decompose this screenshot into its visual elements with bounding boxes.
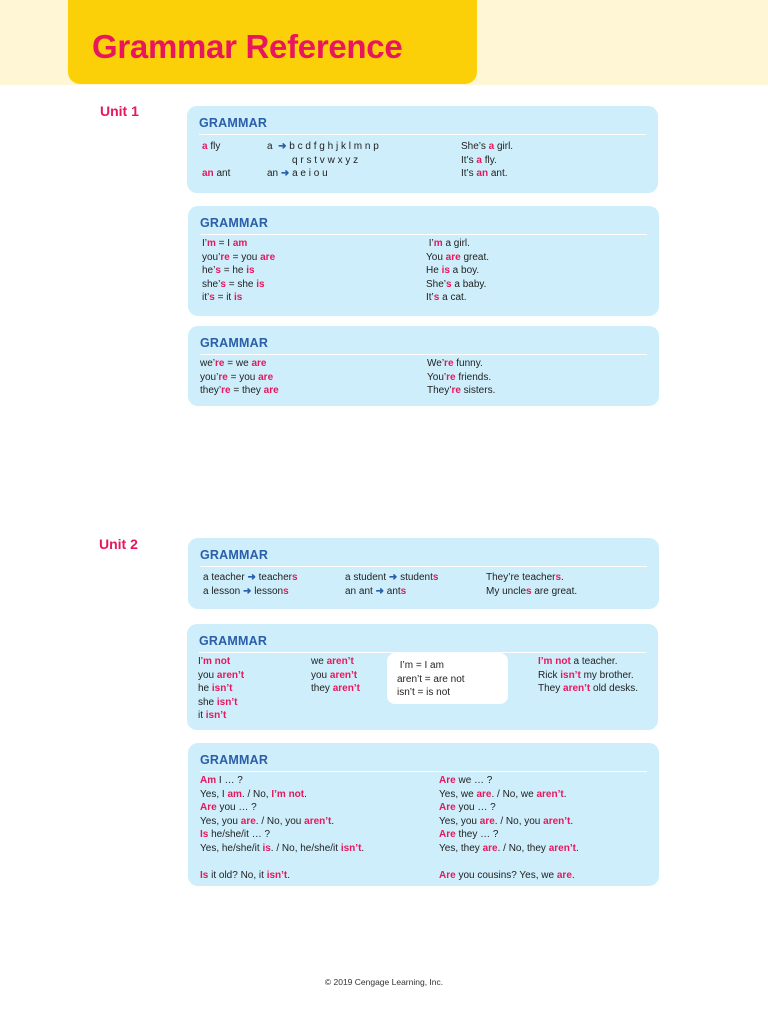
- text-segment: .: [304, 788, 307, 800]
- sentence-column: [427, 357, 495, 398]
- text-segment: he: [198, 683, 212, 694]
- text-line: [200, 869, 364, 883]
- text-segment: . / No, you: [255, 815, 305, 827]
- text-segment: She’: [426, 278, 447, 290]
- highlight-text: an: [476, 168, 489, 179]
- text-segment: lesson: [251, 585, 284, 597]
- text-segment: you cousins? Yes, we: [455, 869, 557, 881]
- text-segment: they: [311, 683, 333, 694]
- highlight-text: is: [262, 842, 271, 854]
- highlight-text: are: [556, 869, 572, 881]
- unit-1-label: Unit 1: [100, 103, 139, 119]
- text-segment: isn’t = is not: [397, 687, 451, 698]
- text-line: [311, 682, 360, 696]
- text-segment: . / No,: [241, 788, 272, 800]
- highlight-text: Is: [200, 829, 209, 840]
- text-segment: = we: [224, 358, 252, 369]
- highlight-text: are: [260, 251, 276, 263]
- text-segment: a: [267, 141, 279, 152]
- text-line: [345, 585, 438, 599]
- text-segment: You’: [427, 371, 447, 383]
- text-line: [426, 237, 489, 251]
- text-segment: girl.: [494, 141, 514, 152]
- sentence-column: [538, 655, 638, 696]
- text-segment: Yes, you: [200, 815, 241, 827]
- text-segment: she: [198, 696, 217, 708]
- text-segment: .: [570, 815, 574, 827]
- highlight-text: are: [476, 788, 492, 800]
- plural-column: [345, 571, 438, 598]
- text-segment: .: [563, 788, 567, 800]
- text-line: [198, 655, 244, 669]
- arrow-icon: ➜: [278, 141, 287, 152]
- question-column: [439, 774, 579, 882]
- highlight-text: s: [433, 292, 440, 303]
- text-segment: = you: [227, 371, 259, 383]
- text-line: [267, 140, 379, 154]
- text-line: [345, 571, 438, 585]
- text-segment: ant: [383, 585, 401, 597]
- text-segment: .: [561, 572, 564, 583]
- highlight-text: aren’t: [216, 669, 245, 681]
- highlight-text: m not: [203, 656, 231, 667]
- text-line: [200, 788, 364, 802]
- text-segment: are great.: [531, 585, 578, 597]
- text-line: [311, 669, 360, 683]
- question-column: [200, 774, 364, 882]
- text-segment: [439, 856, 442, 867]
- text-segment: b c d f g h j k l m n p: [286, 141, 379, 152]
- text-line: [202, 278, 275, 292]
- text-segment: fly.: [481, 154, 497, 166]
- text-segment: they’: [200, 385, 222, 396]
- text-line: [202, 264, 275, 278]
- highlight-text: s: [400, 585, 407, 597]
- text-segment: a lesson: [203, 585, 244, 597]
- grammar-header: GRAMMAR: [200, 336, 269, 350]
- highlight-text: is: [256, 278, 265, 290]
- text-line: [202, 237, 275, 251]
- text-line: [200, 801, 364, 815]
- arrow-icon: ➜: [388, 572, 398, 583]
- text-segment: teacher: [255, 572, 293, 583]
- highlight-text: re: [446, 371, 456, 383]
- text-line: [427, 384, 495, 398]
- text-line: [439, 774, 579, 788]
- text-segment: . / No, he/she/it: [270, 842, 341, 854]
- highlight-text: Are: [439, 869, 456, 881]
- text-segment: a student: [345, 572, 389, 583]
- highlight-text: a: [202, 141, 208, 152]
- text-line: [439, 869, 579, 883]
- text-segment: he’: [202, 265, 216, 276]
- text-segment: you’: [202, 251, 221, 263]
- text-segment: It’: [426, 292, 434, 303]
- arrow-icon: ➜: [375, 585, 384, 597]
- text-segment: .: [331, 815, 335, 827]
- text-segment: = I: [215, 238, 233, 249]
- text-segment: aren’t = are not: [397, 673, 465, 685]
- arrow-icon: ➜: [280, 168, 290, 179]
- highlight-text: s: [526, 585, 532, 597]
- text-segment: .: [571, 869, 575, 881]
- text-segment: . / No, you: [494, 815, 544, 827]
- highlight-text: s: [220, 278, 226, 290]
- text-segment: you … ?: [216, 802, 257, 813]
- text-segment: They’: [427, 385, 452, 396]
- text-line: [311, 655, 360, 669]
- text-line: [200, 828, 364, 842]
- text-segment: a teacher.: [570, 656, 618, 667]
- highlight-text: aren’t: [548, 842, 576, 854]
- text-segment: I … ?: [216, 775, 243, 786]
- highlight-text: Are: [200, 802, 217, 813]
- divider: [199, 134, 646, 135]
- text-segment: you: [311, 669, 330, 681]
- text-segment: q r s t v w x y z: [267, 154, 359, 166]
- example-column: [202, 140, 230, 181]
- text-line: [200, 357, 279, 371]
- text-segment: = you: [229, 251, 261, 263]
- highlight-text: is: [441, 265, 450, 276]
- highlight-text: s: [432, 572, 439, 583]
- grammar-box-be-plural: [188, 326, 659, 406]
- text-segment: you: [198, 669, 217, 681]
- highlight-text: s: [555, 572, 562, 583]
- text-segment: .: [361, 842, 365, 854]
- highlight-text: s: [446, 278, 452, 290]
- negative-column: [198, 655, 244, 723]
- text-segment: a girl.: [442, 238, 470, 249]
- highlight-text: am: [227, 788, 242, 800]
- text-segment: I’m = I am: [397, 660, 444, 671]
- highlight-text: I’m not: [538, 656, 571, 667]
- text-line: [267, 167, 379, 181]
- text-segment: an ant: [345, 585, 376, 597]
- text-segment: student: [397, 572, 433, 583]
- highlight-text: am: [232, 238, 248, 249]
- text-segment: we … ?: [455, 775, 493, 786]
- text-segment: . / No, we: [491, 788, 537, 800]
- text-segment: you … ?: [455, 802, 496, 813]
- text-segment: ant.: [488, 168, 508, 179]
- highlight-text: is: [246, 265, 255, 276]
- highlight-text: re: [221, 385, 231, 396]
- grammar-header: GRAMMAR: [200, 216, 269, 230]
- text-segment: My uncle: [486, 585, 527, 597]
- text-segment: .: [575, 842, 579, 854]
- highlight-text: is: [233, 292, 243, 303]
- divider: [200, 234, 647, 235]
- title-tab: [68, 0, 477, 84]
- highlight-text: aren’t: [536, 788, 564, 800]
- text-line: [203, 585, 298, 599]
- text-line: [200, 855, 364, 869]
- text-segment: it old? No, it: [208, 869, 267, 881]
- text-segment: Yes, we: [439, 788, 477, 800]
- highlight-text: are: [240, 815, 256, 827]
- highlight-text: aren’t: [332, 683, 360, 694]
- highlight-text: isn’t: [266, 869, 288, 881]
- text-segment: we: [311, 656, 327, 667]
- highlight-text: re: [218, 371, 228, 383]
- text-line: [267, 154, 379, 168]
- highlight-text: m: [433, 238, 443, 249]
- highlight-text: are: [263, 385, 279, 396]
- text-line: [202, 291, 275, 305]
- text-line: [426, 251, 489, 265]
- highlight-text: aren’t: [326, 656, 354, 667]
- text-segment: It’s: [461, 168, 477, 179]
- text-line: [202, 154, 230, 168]
- text-segment: sisters.: [460, 385, 496, 396]
- highlight-text: re: [215, 358, 225, 369]
- highlight-text: Are: [439, 802, 456, 813]
- text-line: [202, 140, 230, 154]
- sentence-column: [426, 237, 489, 305]
- text-segment: It’s: [461, 154, 477, 166]
- text-segment: it’: [202, 292, 210, 303]
- text-segment: old desks.: [590, 683, 639, 694]
- highlight-text: a: [488, 141, 495, 152]
- text-segment: friends.: [455, 371, 492, 383]
- highlight-text: are: [251, 358, 267, 369]
- text-segment: a boy.: [449, 265, 480, 276]
- text-line: [203, 571, 298, 585]
- text-segment: [202, 155, 205, 166]
- divider: [200, 566, 647, 567]
- text-line: [486, 585, 577, 599]
- grammar-box-negatives: [187, 624, 658, 730]
- text-segment: = it: [214, 292, 234, 303]
- highlight-text: s: [292, 572, 298, 583]
- text-line: [439, 828, 579, 842]
- text-segment: I’: [426, 238, 434, 249]
- text-line: [461, 167, 513, 181]
- text-segment: you’: [200, 371, 219, 383]
- text-segment: He: [426, 265, 442, 276]
- text-segment: We’: [427, 358, 445, 369]
- divider: [200, 354, 647, 355]
- text-line: [538, 655, 638, 669]
- text-line: [426, 278, 489, 292]
- sentence-column: [461, 140, 513, 181]
- text-line: [439, 801, 579, 815]
- grammar-header: GRAMMAR: [200, 753, 269, 767]
- text-segment: I’: [198, 656, 203, 667]
- grammar-box-plurals: [188, 538, 659, 609]
- text-line: [397, 659, 465, 673]
- text-line: [427, 357, 495, 371]
- highlight-text: aren’t: [329, 669, 358, 681]
- text-line: [198, 682, 244, 696]
- text-line: [200, 815, 364, 829]
- highlight-text: aren’t: [543, 815, 571, 827]
- highlight-text: isn’t: [216, 696, 238, 708]
- highlight-text: are: [445, 251, 461, 263]
- text-line: [198, 709, 244, 723]
- arrow-icon: ➜: [247, 572, 256, 583]
- text-line: [439, 842, 579, 856]
- highlight-text: an: [202, 168, 214, 179]
- divider: [200, 771, 647, 772]
- text-line: [486, 571, 577, 585]
- highlight-text: aren’t: [563, 683, 591, 694]
- text-segment: fly: [207, 141, 221, 152]
- text-line: [200, 371, 279, 385]
- grammar-box-be-singular: [188, 206, 659, 316]
- highlight-text: are: [482, 842, 498, 854]
- highlight-text: isn’t: [340, 842, 362, 854]
- text-segment: They: [538, 683, 564, 694]
- text-segment: They’re teacher: [486, 572, 556, 583]
- text-segment: You: [426, 251, 446, 263]
- highlight-text: I’m not: [271, 788, 305, 800]
- text-segment: Yes, he/she/it: [200, 842, 263, 854]
- text-line: [200, 774, 364, 788]
- text-segment: a teacher: [203, 572, 248, 583]
- text-segment: great.: [460, 251, 490, 263]
- text-segment: Yes, you: [439, 815, 480, 827]
- text-line: [426, 291, 489, 305]
- text-line: [202, 167, 230, 181]
- contraction-column: [200, 357, 279, 398]
- text-line: [439, 855, 579, 869]
- text-segment: we’: [200, 358, 216, 369]
- text-line: [439, 815, 579, 829]
- text-line: [461, 140, 513, 154]
- text-line: [202, 251, 275, 265]
- text-segment: a baby.: [451, 278, 487, 290]
- arrow-icon: ➜: [243, 585, 252, 597]
- text-segment: = he: [220, 265, 247, 276]
- text-segment: = they: [230, 385, 264, 396]
- text-segment: Yes, I: [200, 788, 228, 800]
- highlight-text: s: [283, 585, 289, 597]
- text-segment: a cat.: [439, 292, 467, 303]
- letter-rule-column: [267, 140, 379, 181]
- text-segment: She’s: [461, 141, 489, 152]
- text-line: [427, 371, 495, 385]
- highlight-text: re: [444, 358, 454, 369]
- text-segment: = she: [225, 278, 257, 290]
- text-line: [538, 682, 638, 696]
- text-segment: he/she/it … ?: [208, 829, 271, 840]
- highlight-text: aren’t: [304, 815, 332, 827]
- text-line: [198, 696, 244, 710]
- text-segment: [200, 856, 203, 867]
- text-line: [461, 154, 513, 168]
- text-line: [200, 384, 279, 398]
- text-line: [397, 686, 465, 700]
- highlight-text: re: [451, 385, 461, 396]
- text-segment: . / No, they: [497, 842, 549, 854]
- highlight-text: isn’t: [560, 669, 581, 681]
- text-segment: .: [287, 869, 291, 881]
- highlight-text: isn’t: [205, 710, 227, 721]
- sentence-column: [486, 571, 577, 598]
- highlight-text: Are: [439, 829, 456, 840]
- text-segment: a e i o u: [289, 168, 328, 179]
- text-segment: they … ?: [455, 829, 499, 840]
- highlight-text: isn’t: [211, 683, 233, 694]
- text-segment: Rick: [538, 669, 561, 681]
- grammar-box-questions: [188, 743, 659, 886]
- grammar-box-articles: [187, 106, 658, 193]
- grammar-header: GRAMMAR: [200, 548, 269, 562]
- page-title: Grammar Reference: [92, 28, 403, 65]
- copyright-footer: © 2019 Cengage Learning, Inc.: [324, 977, 444, 987]
- grammar-header: GRAMMAR: [199, 116, 268, 130]
- highlight-text: Is: [200, 869, 209, 881]
- negative-column: [311, 655, 360, 696]
- plural-column: [203, 571, 298, 598]
- grammar-header: GRAMMAR: [199, 634, 268, 648]
- unit-2-label: Unit 2: [99, 536, 138, 552]
- text-line: [439, 788, 579, 802]
- text-segment: an: [267, 168, 281, 179]
- text-segment: it: [198, 710, 206, 721]
- highlight-text: are: [479, 815, 495, 827]
- text-segment: Yes, they: [439, 842, 483, 854]
- text-segment: she’: [202, 278, 221, 290]
- highlight-text: s: [215, 265, 221, 276]
- text-line: [200, 842, 364, 856]
- text-line: [198, 669, 244, 683]
- highlight-text: s: [209, 292, 215, 303]
- highlight-text: Am: [200, 775, 217, 786]
- text-segment: my brother.: [580, 669, 634, 681]
- highlight-text: Are: [439, 775, 456, 786]
- highlight-text: a: [476, 154, 482, 166]
- text-line: [426, 264, 489, 278]
- callout-text: [397, 659, 465, 700]
- highlight-text: are: [258, 371, 274, 383]
- text-segment: funny.: [453, 358, 483, 369]
- text-line: [538, 669, 638, 683]
- text-line: [397, 673, 465, 687]
- contraction-column: [202, 237, 275, 305]
- text-segment: I’: [202, 238, 207, 249]
- text-segment: ant: [213, 168, 231, 179]
- highlight-text: re: [220, 251, 230, 263]
- highlight-text: m: [207, 238, 216, 249]
